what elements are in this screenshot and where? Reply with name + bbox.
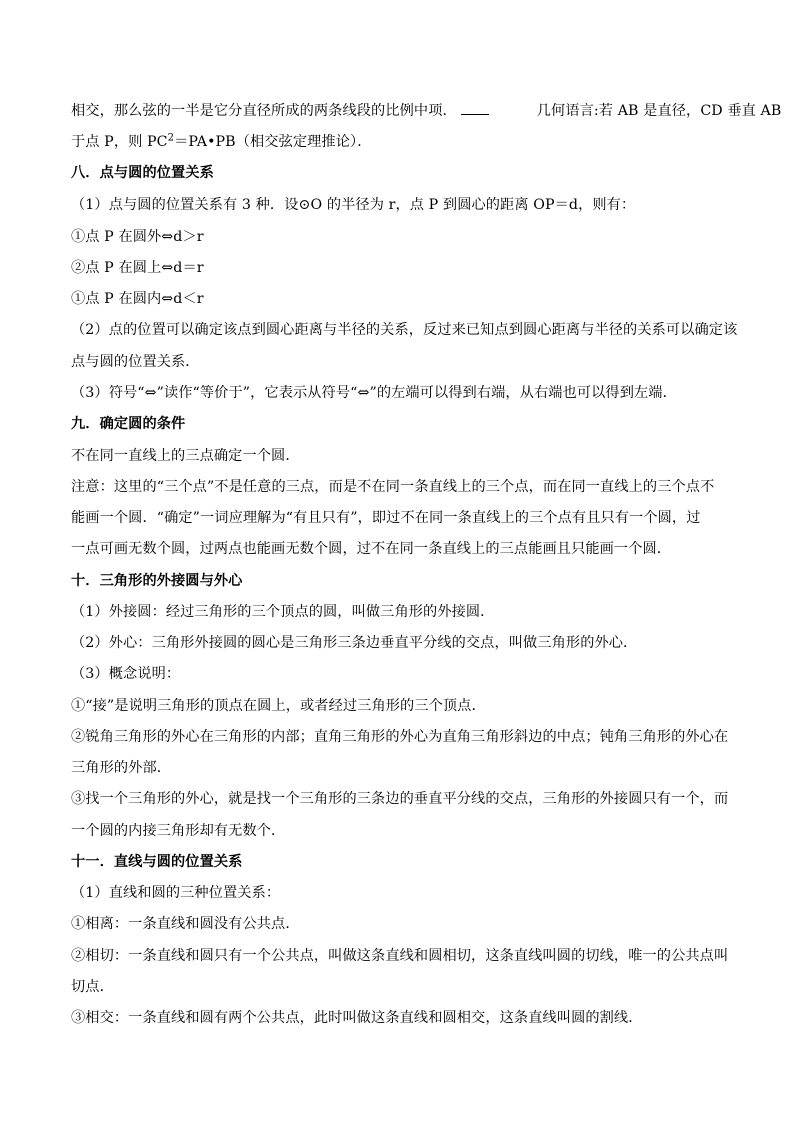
text-line-1 xyxy=(71,101,782,121)
text-line-2-part-a: 于点 P，则 PC xyxy=(71,134,168,150)
text-line-24: ②相切：一条直线和圆只有一个公共点，叫做这条直线和圆相切，这条直线叫圆的切线，唯一的公共点叫 xyxy=(71,948,729,964)
text-line-4: ①点 P 在圆外⇔d＞r xyxy=(71,229,204,245)
section-heading-9: 九．确定圆的条件 xyxy=(71,416,186,432)
text-line-6: ①点 P 在圆内⇔d＜r xyxy=(71,291,204,307)
section-heading-10: 十．三角形的外接圆与外心 xyxy=(71,573,243,589)
text-line-25: 切点． xyxy=(71,979,114,995)
text-line-23: ①相离：一条直线和圆没有公共点． xyxy=(71,916,300,932)
superscript-2: 2 xyxy=(167,132,175,144)
text-line-1-part-a: 相交，那么弦的一半是它分直径所成的两条线段的比例中项． xyxy=(71,103,457,119)
text-line-11: 注意：这里的“三个点”不是任意的三点，而是不在同一条直线上的三个点，而在同一直线上的三个点不 xyxy=(71,479,715,495)
text-line-10: 不在同一直线上的三点确定一个圆． xyxy=(71,448,300,464)
text-line-17: ①“接”是说明三角形的顶点在圆上，或者经过三角形的三个顶点． xyxy=(71,698,486,714)
text-line-2 xyxy=(71,132,731,152)
text-line-15: （2）外心：三角形外接圆的圆心是三角形三条边垂直平分线的交点，叫做三角形的外心． xyxy=(71,635,638,651)
text-line-5: ②点 P 在圆上⇔d＝r xyxy=(71,260,204,276)
fill-in-blank xyxy=(461,102,489,115)
text-line-22: （1）直线和圆的三种位置关系： xyxy=(71,885,281,901)
text-line-14: （1）外接圆：经过三角形的三个顶点的圆，叫做三角形的外接圆． xyxy=(71,604,495,620)
text-line-12: 能画一个圆．“确定”一词应理解为“有且只有”，即过不在同一条直线上的三个点有且只有一个圆，过 xyxy=(71,510,701,526)
text-line-26: ③相交：一条直线和圆有两个公共点，此时叫做这条直线和圆相交，这条直线叫圆的割线． xyxy=(71,1010,643,1026)
text-line-16: （3）概念说明： xyxy=(71,666,181,682)
text-line-3: （1）点与圆的位置关系有 3 种．设⊙O 的半径为 r，点 P 到圆心的距离 OP＝d，则有： xyxy=(71,197,636,213)
text-line-7: （2）点的位置可以确定该点到圆心距离与半径的关系，反过来已知点到圆心距离与半径的关系可以确定该 xyxy=(71,322,738,338)
text-line-21: 一个圆的内接三角形却有无数个． xyxy=(71,823,286,839)
text-line-19: 三角形的外部． xyxy=(71,760,172,776)
section-heading-11: 十一．直线与圆的位置关系 xyxy=(71,854,243,870)
text-line-13: 一点可画无数个圆，过两点也能画无数个圆，过不在同一条直线上的三点能画且只能画一个圆． xyxy=(71,541,672,557)
text-line-9: （3）符号“⇔”读作“等价于”，它表示从符号“⇔”的左端可以得到右端，从右端也可以得到左端． xyxy=(71,385,677,401)
section-heading-8: 八．点与圆的位置关系 xyxy=(71,165,214,181)
text-line-20: ③找一个三角形的外心，就是找一个三角形的三条边的垂直平分线的交点，三角形的外接圆只有一个，而 xyxy=(71,791,729,807)
text-line-2-part-b: ＝PA•PB（相交弦定理推论）． xyxy=(174,134,372,150)
text-line-1-part-b: 几何语言:若 AB 是直径，CD 垂直 AB xyxy=(536,103,782,119)
text-line-8: 点与圆的位置关系． xyxy=(71,354,200,370)
text-line-18: ②锐角三角形的外心在三角形的内部；直角三角形的外心为直角三角形斜边的中点；钝角三角形的外心在 xyxy=(71,729,729,745)
